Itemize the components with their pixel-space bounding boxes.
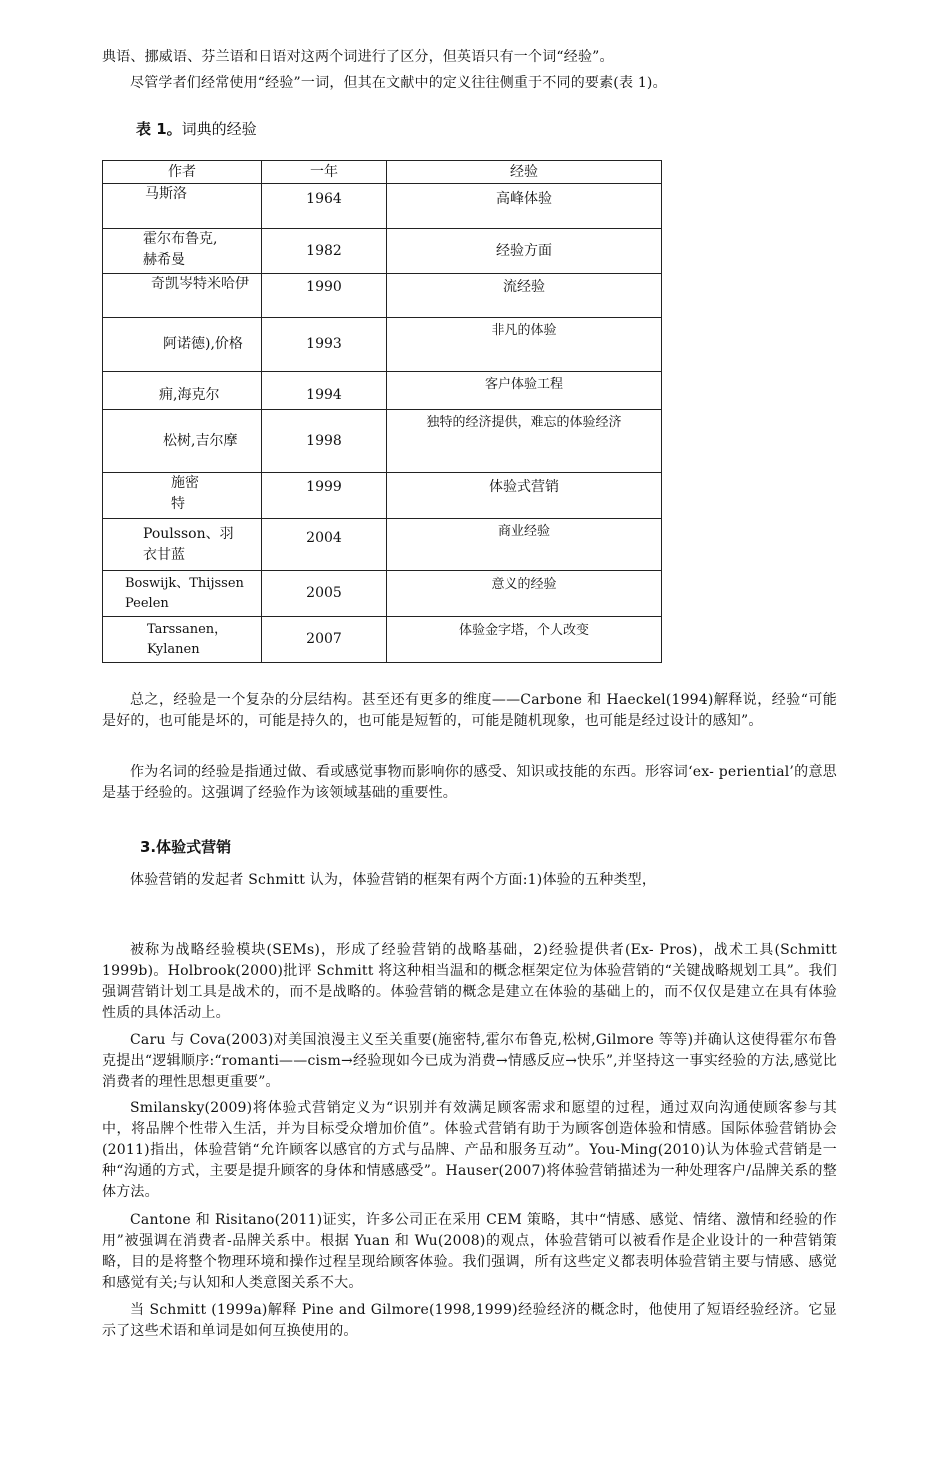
row-experience: 非凡的体验: [387, 318, 662, 372]
row-experience: 体验式营销: [387, 473, 662, 519]
table-row: [103, 274, 662, 318]
table-row: [103, 519, 662, 571]
paragraph-noun: 作为名词的经验是指通过做、看或感觉事物而影响你的感受、知识或技能的东西。形容词‘ex- periential’的意思是基于经验的。这强调了经验作为该领域基础的重要性。: [102, 764, 837, 801]
table-row: [103, 372, 662, 410]
paragraph-schmitt: 体验营销的发起者 Schmitt 认为，体验营销的框架有两个方面:1)体验的五种类型，: [130, 872, 657, 888]
row-experience: 经验方面: [387, 229, 662, 274]
table-row: [103, 571, 662, 617]
row-author: 痈,海克尔: [159, 387, 220, 403]
table-caption-text: 词典的经验: [181, 120, 257, 138]
header-year: 一年: [262, 161, 387, 184]
row-author: Tarssanen，Kylanen: [147, 621, 228, 657]
intro-line-1: 典语、挪威语、芬兰语和日语对这两个词进行了区分，但英语只有一个词“经验”。: [102, 49, 614, 65]
header-author: 作者: [103, 161, 262, 184]
row-experience: 意义的经验: [387, 571, 662, 617]
paragraph-summary: 总之，经验是一个复杂的分层结构。甚至还有更多的维度——Carbone 和 Haeckel(1994)解释说，经验“可能是好的，也可能是坏的，可能是持久的，也可能是短暂的，可能是随机现象，也可能是经过设计的感知”。: [102, 692, 837, 729]
row-experience: 商业经验: [387, 519, 662, 571]
row-year: 1994: [262, 372, 387, 410]
section-title: 3.体验式营销: [140, 838, 232, 856]
paragraph-caru-cova: Caru 与 Cova(2003)对美国浪漫主义至关重要(施密特,霍尔布鲁克,松树,Gilmore 等等)并确认这使得霍尔布鲁克提出“逻辑顺序:“romanti——cism→经验现如今已成为消费→情感反应→快乐”,并坚持这一事实经验的方法,感觉比消费者的理性思想更重要”。: [102, 1032, 837, 1090]
row-author: 松树,吉尔摩: [163, 432, 238, 449]
row-year: 1982: [262, 229, 387, 274]
row-year: 1993: [262, 318, 387, 372]
table-header-row: [103, 161, 662, 184]
table-caption-label: 表 1。: [136, 120, 182, 138]
row-author: Boswijk、Thijssen Peelen: [125, 575, 244, 611]
row-experience: 体验金字塔，个人改变: [387, 617, 662, 663]
paragraph-smilansky: Smilansky(2009)将体验式营销定义为“识别并有效满足顾客需求和愿望的过程，通过双向沟通使顾客参与其中，将品牌个性带入生活，并为目标受众增加价值”。体验式营销有助于为顾客创造体验和情感。国际体验营销协会(2011)指出，体验营销“允许顾客以感官的方式与品牌、产品和服务互动”。You-Ming(2010)认为体验式营销是一种“沟通的方式，主要是提升顾客的身体和情感感受”。Hauser(2007)将体验营销描述为一种处理客户/品牌关系的整体方法。: [102, 1100, 837, 1200]
row-year: 1999: [262, 473, 387, 519]
row-author: Poulsson、羽衣甘蓝: [143, 525, 234, 563]
table-row: [103, 318, 662, 372]
row-author: 施密特: [171, 475, 199, 512]
header-experience: 经验: [387, 161, 662, 184]
row-author: 奇凯岑特米哈伊: [151, 276, 249, 292]
row-year: 1964: [262, 184, 387, 229]
row-year: 1990: [262, 274, 387, 318]
paragraph-sems: 被称为战略经验模块(SEMs)，形成了经验营销的战略基础，2)经验提供者(Ex- Pros)，战术工具(Schmitt 1999b)。Holbrook(2000)批评 Schmitt 将这种相当温和的概念框架定位为体验营销的“关键战略规划工具”。我们强调营销计划工具是战术的，而不是战略的。体验营销的概念是建立在体验的基础上的，而不仅仅是建立在具有体验性质的具体活动上。: [102, 942, 837, 1021]
intro-line-2: 尽管学者们经常使用“经验”一词，但其在文献中的定义往往侧重于不同的要素(表 1)。: [130, 75, 667, 91]
table-row: [103, 617, 662, 663]
experience-table: [102, 160, 662, 663]
row-experience: 流经验: [387, 274, 662, 318]
table-row: [103, 229, 662, 274]
table-row: [103, 184, 662, 229]
paragraph-cantone: Cantone 和 Risitano(2011)证实，许多公司正在采用 CEM 策略，其中“情感、感觉、情绪、激情和经验的作用”被强调在消费者-品牌关系中。根据 Yuan 和 Wu(2008)的观点，体验营销可以被看作是企业设计的一种营销策略，目的是将整个物理环境和操作过程呈现给顾客体验。我们强调，所有这些定义都表明体验营销主要与情感、感觉和感觉有关;与认知和人类意图关系不大。: [102, 1212, 837, 1291]
table-caption: [136, 118, 257, 139]
row-author: 马斯洛: [145, 186, 187, 202]
row-experience: 独特的经济提供，难忘的体验经济: [387, 410, 662, 473]
row-year: 2004: [262, 519, 387, 571]
row-experience: 客户体验工程: [387, 372, 662, 410]
table-row: [103, 410, 662, 473]
paragraph-pine-gilmore: 当 Schmitt (1999a)解释 Pine and Gilmore(1998,1999)经验经济的概念时，他使用了短语经验经济。它显示了这些术语和单词是如何互换使用的。: [102, 1302, 837, 1339]
row-year: 1998: [262, 410, 387, 473]
row-author: 阿诺德),价格: [163, 336, 243, 352]
row-year: 2005: [262, 571, 387, 617]
table-row: [103, 473, 662, 519]
row-author: 霍尔布鲁克,赫希曼: [143, 231, 218, 268]
row-experience: 高峰体验: [387, 184, 662, 229]
row-year: 2007: [262, 617, 387, 663]
